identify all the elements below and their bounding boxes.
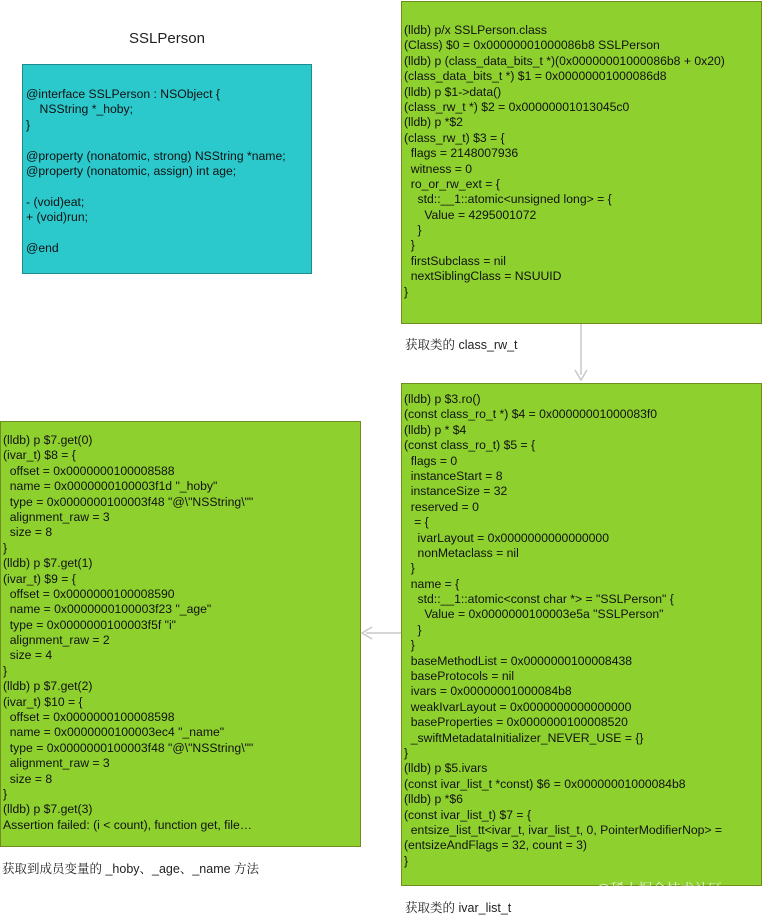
code-line: (const ivar_list_t) $7 = { (404, 807, 532, 822)
code-line: instanceSize = 32 (404, 484, 508, 499)
code-line: (lldb) p $7.get(0) (3, 433, 93, 447)
code-line: } (3, 786, 8, 801)
code-line: ivars = 0x00000001000084b8 (404, 684, 572, 699)
code-line: (class_rw_t *) $2 = 0x00000001013045c0 (404, 99, 630, 114)
code-line: name = 0x0000000100003f23 "_age" (3, 602, 212, 617)
code-line: ro_or_rw_ext = { (404, 176, 500, 191)
code-line: (lldb) p * $4 (404, 422, 467, 437)
code-line: name = { (404, 576, 460, 591)
code-line: offset = 0x0000000100008588 (3, 463, 175, 478)
code-line: @property (nonatomic, assign) int age; (26, 163, 237, 178)
code-line: ivarLayout = 0x0000000000000000 (404, 530, 609, 545)
code-line: nextSiblingClass = NSUUID (404, 269, 562, 284)
code-line: type = 0x0000000100003f48 "@\"NSString\"" (3, 740, 254, 755)
diagram-title: SSLPerson (129, 30, 205, 47)
code-line: } (404, 853, 409, 868)
class-rw-caption: 获取类的 class_rw_t (405, 338, 518, 352)
code-line: (lldb) p $7.get(3) (3, 802, 93, 817)
code-line: reserved = 0 (404, 499, 479, 514)
code-line: } (26, 117, 31, 132)
code-line: (ivar_t) $9 = { (3, 571, 76, 586)
code-line: name = 0x0000000100003ec4 "_name" (3, 725, 225, 740)
code-line: - (void)eat; (26, 194, 85, 209)
code-line: (lldb) p $1->data() (404, 84, 502, 99)
code-line: (lldb) p $5.ivars (404, 761, 488, 776)
code-line: name = 0x0000000100003f1d "_hoby" (3, 479, 218, 494)
code-line: type = 0x0000000100003f48 "@\"NSString\"" (3, 494, 254, 509)
code-line: = { (404, 515, 429, 530)
code-line: @interface SSLPerson : NSObject { (26, 87, 220, 101)
code-line: Assertion failed: (i < count), function get, file… (3, 817, 252, 832)
code-line: (lldb) p $7.get(1) (3, 556, 93, 571)
code-line: std::__1::atomic<const char *> = "SSLPerson" { (404, 592, 674, 607)
watermark: @稀土掘金技术社区 (596, 881, 723, 897)
ivar-list-caption: 获取类的 ivar_list_t (405, 901, 512, 915)
code-line: nonMetaclass = nil (404, 545, 519, 560)
code-line: (ivar_t) $8 = { (3, 448, 76, 463)
code-line: _swiftMetadataInitializer_NEVER_USE = {} (404, 730, 644, 745)
code-line: (const class_ro_t *) $4 = 0x00000001000083f0 (404, 407, 658, 422)
arrow-rw-to-ro (575, 324, 587, 380)
code-line: (const class_ro_t) $5 = { (404, 438, 536, 453)
code-line: type = 0x0000000100003f5f "i" (3, 617, 176, 632)
code-line: alignment_raw = 3 (3, 756, 110, 771)
code-line: (lldb) p/x SSLPerson.class (404, 23, 547, 37)
code-line: weakIvarLayout = 0x0000000000000000 (404, 699, 632, 714)
code-line: baseProperties = 0x0000000100008520 (404, 715, 628, 730)
code-line: (entsizeAndFlags = 32, count = 3) (404, 838, 587, 853)
code-line: size = 8 (3, 771, 53, 786)
code-line: } (404, 223, 422, 238)
code-line: firstSubclass = nil (404, 253, 506, 268)
code-line: size = 4 (3, 648, 53, 663)
code-line: std::__1::atomic<unsigned long> = { (404, 192, 612, 207)
code-line: @end (26, 240, 59, 255)
code-line: } (404, 745, 409, 760)
code-line: alignment_raw = 3 (3, 509, 110, 524)
code-line: (lldb) p *$6 (404, 792, 463, 807)
code-line: (lldb) p $7.get(2) (3, 679, 93, 694)
code-line: (lldb) p *$2 (404, 115, 463, 130)
code-line: witness = 0 (404, 161, 473, 176)
code-line: + (void)run; (26, 210, 88, 225)
ivars-result-caption: 获取到成员变量的 _hoby、_age、_name 方法 (2, 862, 260, 876)
code-line: } (404, 638, 415, 653)
code-line: alignment_raw = 2 (3, 633, 110, 648)
code-line: } (3, 663, 8, 678)
code-line: } (404, 238, 415, 253)
code-line: offset = 0x0000000100008598 (3, 710, 175, 725)
code-line: } (3, 540, 8, 555)
code-line: (class_rw_t) $3 = { (404, 130, 505, 145)
arrow-ro-to-ivars (362, 627, 401, 639)
code-line: baseMethodList = 0x0000000100008438 (404, 653, 633, 668)
code-line: (ivar_t) $10 = { (3, 694, 83, 709)
code-line: NSString *_hoby; (26, 102, 134, 117)
code-line: } (404, 622, 422, 637)
code-line: } (404, 284, 409, 299)
code-line: (lldb) p $3.ro() (404, 392, 481, 406)
code-line: offset = 0x0000000100008590 (3, 586, 175, 601)
code-line: @property (nonatomic, strong) NSString *name; (26, 148, 286, 163)
code-line: (Class) $0 = 0x00000001000086b8 SSLPerson (404, 38, 660, 53)
code-line: instanceStart = 8 (404, 468, 503, 483)
code-line: flags = 0 (404, 453, 458, 468)
code-line: size = 8 (3, 525, 53, 540)
code-line: flags = 2148007936 (404, 146, 519, 161)
code-line: (const ivar_list_t *const) $6 = 0x00000001000084b8 (404, 776, 686, 791)
code-line: Value = 0x0000000100003e5a "SSLPerson" (404, 607, 664, 622)
code-line: baseProtocols = nil (404, 669, 515, 684)
code-line: (class_data_bits_t *) $1 = 0x00000001000086d8 (404, 69, 667, 84)
code-line: Value = 4295001072 (404, 207, 537, 222)
code-line: entsize_list_tt<ivar_t, ivar_list_t, 0, PointerModifierNop> = (404, 822, 723, 837)
code-line: } (404, 561, 415, 576)
code-line: (lldb) p (class_data_bits_t *)(0x00000001000086b8 + 0x20) (404, 53, 725, 68)
